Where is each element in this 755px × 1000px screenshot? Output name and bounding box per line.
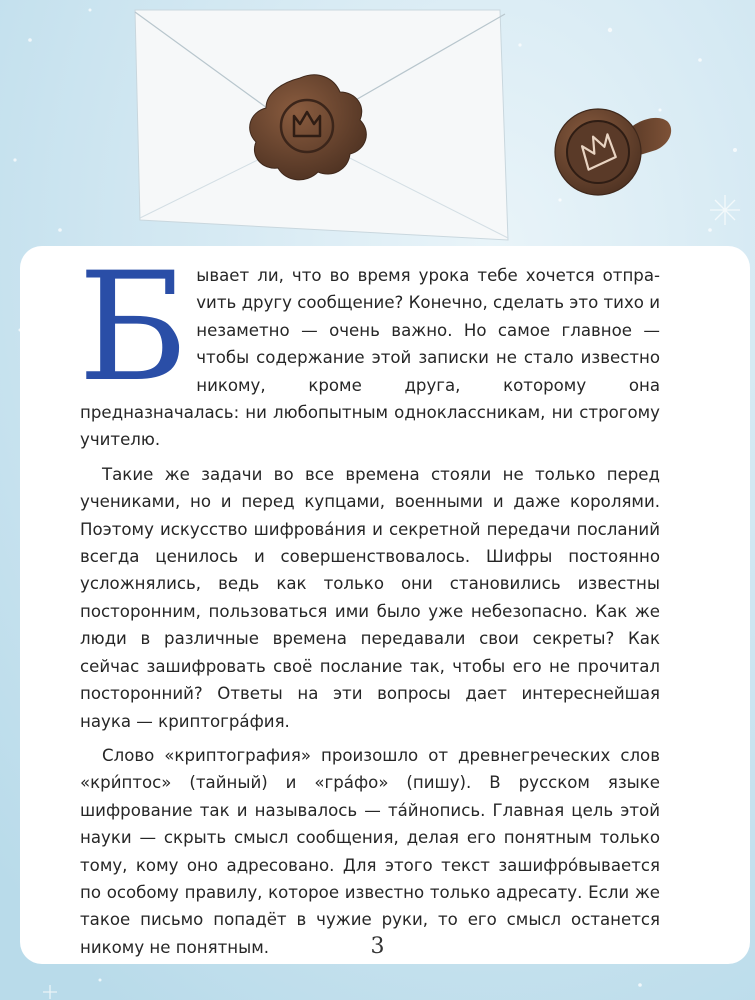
paragraph-2: Такие же задачи во все времена стояли не только перед учениками, но и перед купцами, военными и даже королями. Поэтому искусство шифрова́ния и секретной передачи посланий всегда ценилось и совершенствовалось. Шифры постоянно усложнялись, ведь как только они становились известны посторонним, пользоваться ими было уже небезопасно. Как же люди в различные времена передавали свои секреты? Как сейчас зашифровать своё послание так, чтобы его не прочитал посторонний? Ответы на эти вопросы дает интереснейшая наука — криптогра́фия. <box>80 464 660 731</box>
drop-cap: Б <box>78 241 189 415</box>
paragraph-1 <box>78 241 660 454</box>
paragraph-3: Слово «криптография» произошло от древнегреческих слов «кри́птос» (тайный) и «гра́фо» (пишу). В русском языке шифрование так и называлось — та́йнопись. Главная цель этой науки — скрыть смысл сообщения, делая его понятным только тому, кому оно адресовано. Для этого текст зашифро́вывается по особому правилу, которое известно только адресату. Если же такое письмо попадёт в чужие руки, то его смысл останется никому не понятным. <box>80 745 660 957</box>
article-body <box>78 241 660 968</box>
page-number: 3 <box>370 934 385 959</box>
paragraph-1-text: ывает ли, что во время урока тебе хочется отпраvить другу сообщение? Конечно, сделать это тихо и незаметно — очень важно. Но самое главное — чтобы содержание этой записки не стало известно никому, кроме друга, которому она предназначалась: ни любопытным одноклассникам, ни строгому учителю. <box>80 266 660 450</box>
